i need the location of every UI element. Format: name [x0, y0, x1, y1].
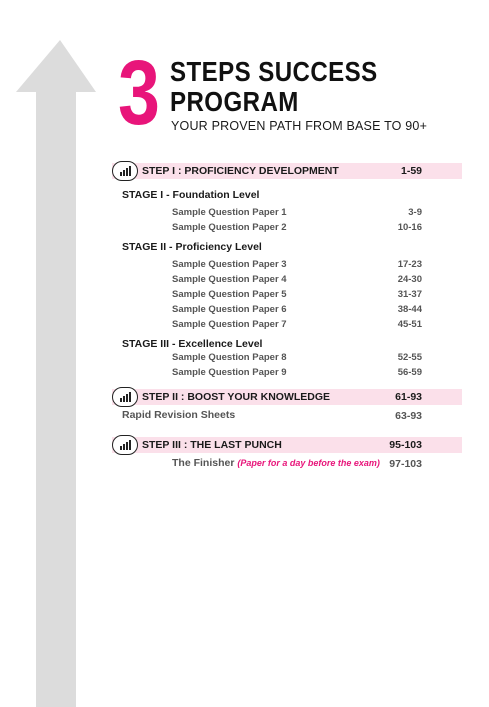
signal-bars-1-icon: [112, 161, 138, 181]
finisher-note: (Paper for a day before the exam): [237, 458, 380, 468]
toc-row-range: 38-44: [397, 304, 422, 315]
finisher-range: 97-103: [389, 458, 422, 470]
toc-row-label: Sample Question Paper 8: [172, 352, 287, 363]
signal-bars-3-icon: [112, 435, 138, 455]
step-title: STEP I : PROFICIENCY DEVELOPMENT: [142, 165, 339, 177]
toc-row-range: 10-16: [397, 222, 422, 233]
stage-title: STAGE III - Excellence Level: [122, 338, 263, 350]
toc-row-range: 45-51: [397, 319, 422, 330]
step-range: 1-59: [400, 165, 422, 177]
stage-title: STAGE II - Proficiency Level: [122, 241, 262, 253]
revision-range: 63-93: [395, 410, 422, 422]
title-line-2: PROGRAM: [170, 86, 299, 117]
stage-title: STAGE I - Foundation Level: [122, 189, 260, 201]
toc-row-label: Sample Question Paper 5: [172, 289, 287, 300]
step-range: 95-103: [389, 439, 422, 451]
finisher-row: [172, 457, 380, 469]
toc-row-label: Sample Question Paper 2: [172, 222, 287, 233]
toc-row-range: 52-55: [397, 352, 422, 363]
subtitle: YOUR PROVEN PATH FROM BASE TO 90+: [171, 119, 428, 133]
toc-row-range: 17-23: [397, 259, 422, 270]
progress-arrow-graphic: [0, 0, 100, 707]
title-line-1: STEPS SUCCESS: [170, 56, 378, 87]
toc-row-label: Sample Question Paper 1: [172, 207, 287, 218]
toc-row-range: 56-59: [397, 367, 422, 378]
revision-label: Rapid Revision Sheets: [122, 409, 236, 421]
toc-row-range: 31-37: [397, 289, 422, 300]
toc-row-range: 3-9: [408, 207, 422, 218]
toc-row-range: 24-30: [397, 274, 422, 285]
step-title: STEP II : BOOST YOUR KNOWLEDGE: [142, 391, 331, 403]
toc-row-label: Sample Question Paper 9: [172, 367, 287, 378]
big-number-three: 3: [118, 42, 159, 144]
signal-bars-2-icon: [112, 387, 138, 407]
toc-row-label: Sample Question Paper 3: [172, 259, 287, 270]
toc-row-label: Sample Question Paper 4: [172, 274, 287, 285]
toc-row-label: Sample Question Paper 7: [172, 319, 287, 330]
step-range: 61-93: [395, 391, 422, 403]
finisher-label: The Finisher: [172, 457, 235, 469]
step-title: STEP III : THE LAST PUNCH: [142, 439, 282, 451]
toc-row-label: Sample Question Paper 6: [172, 304, 287, 315]
